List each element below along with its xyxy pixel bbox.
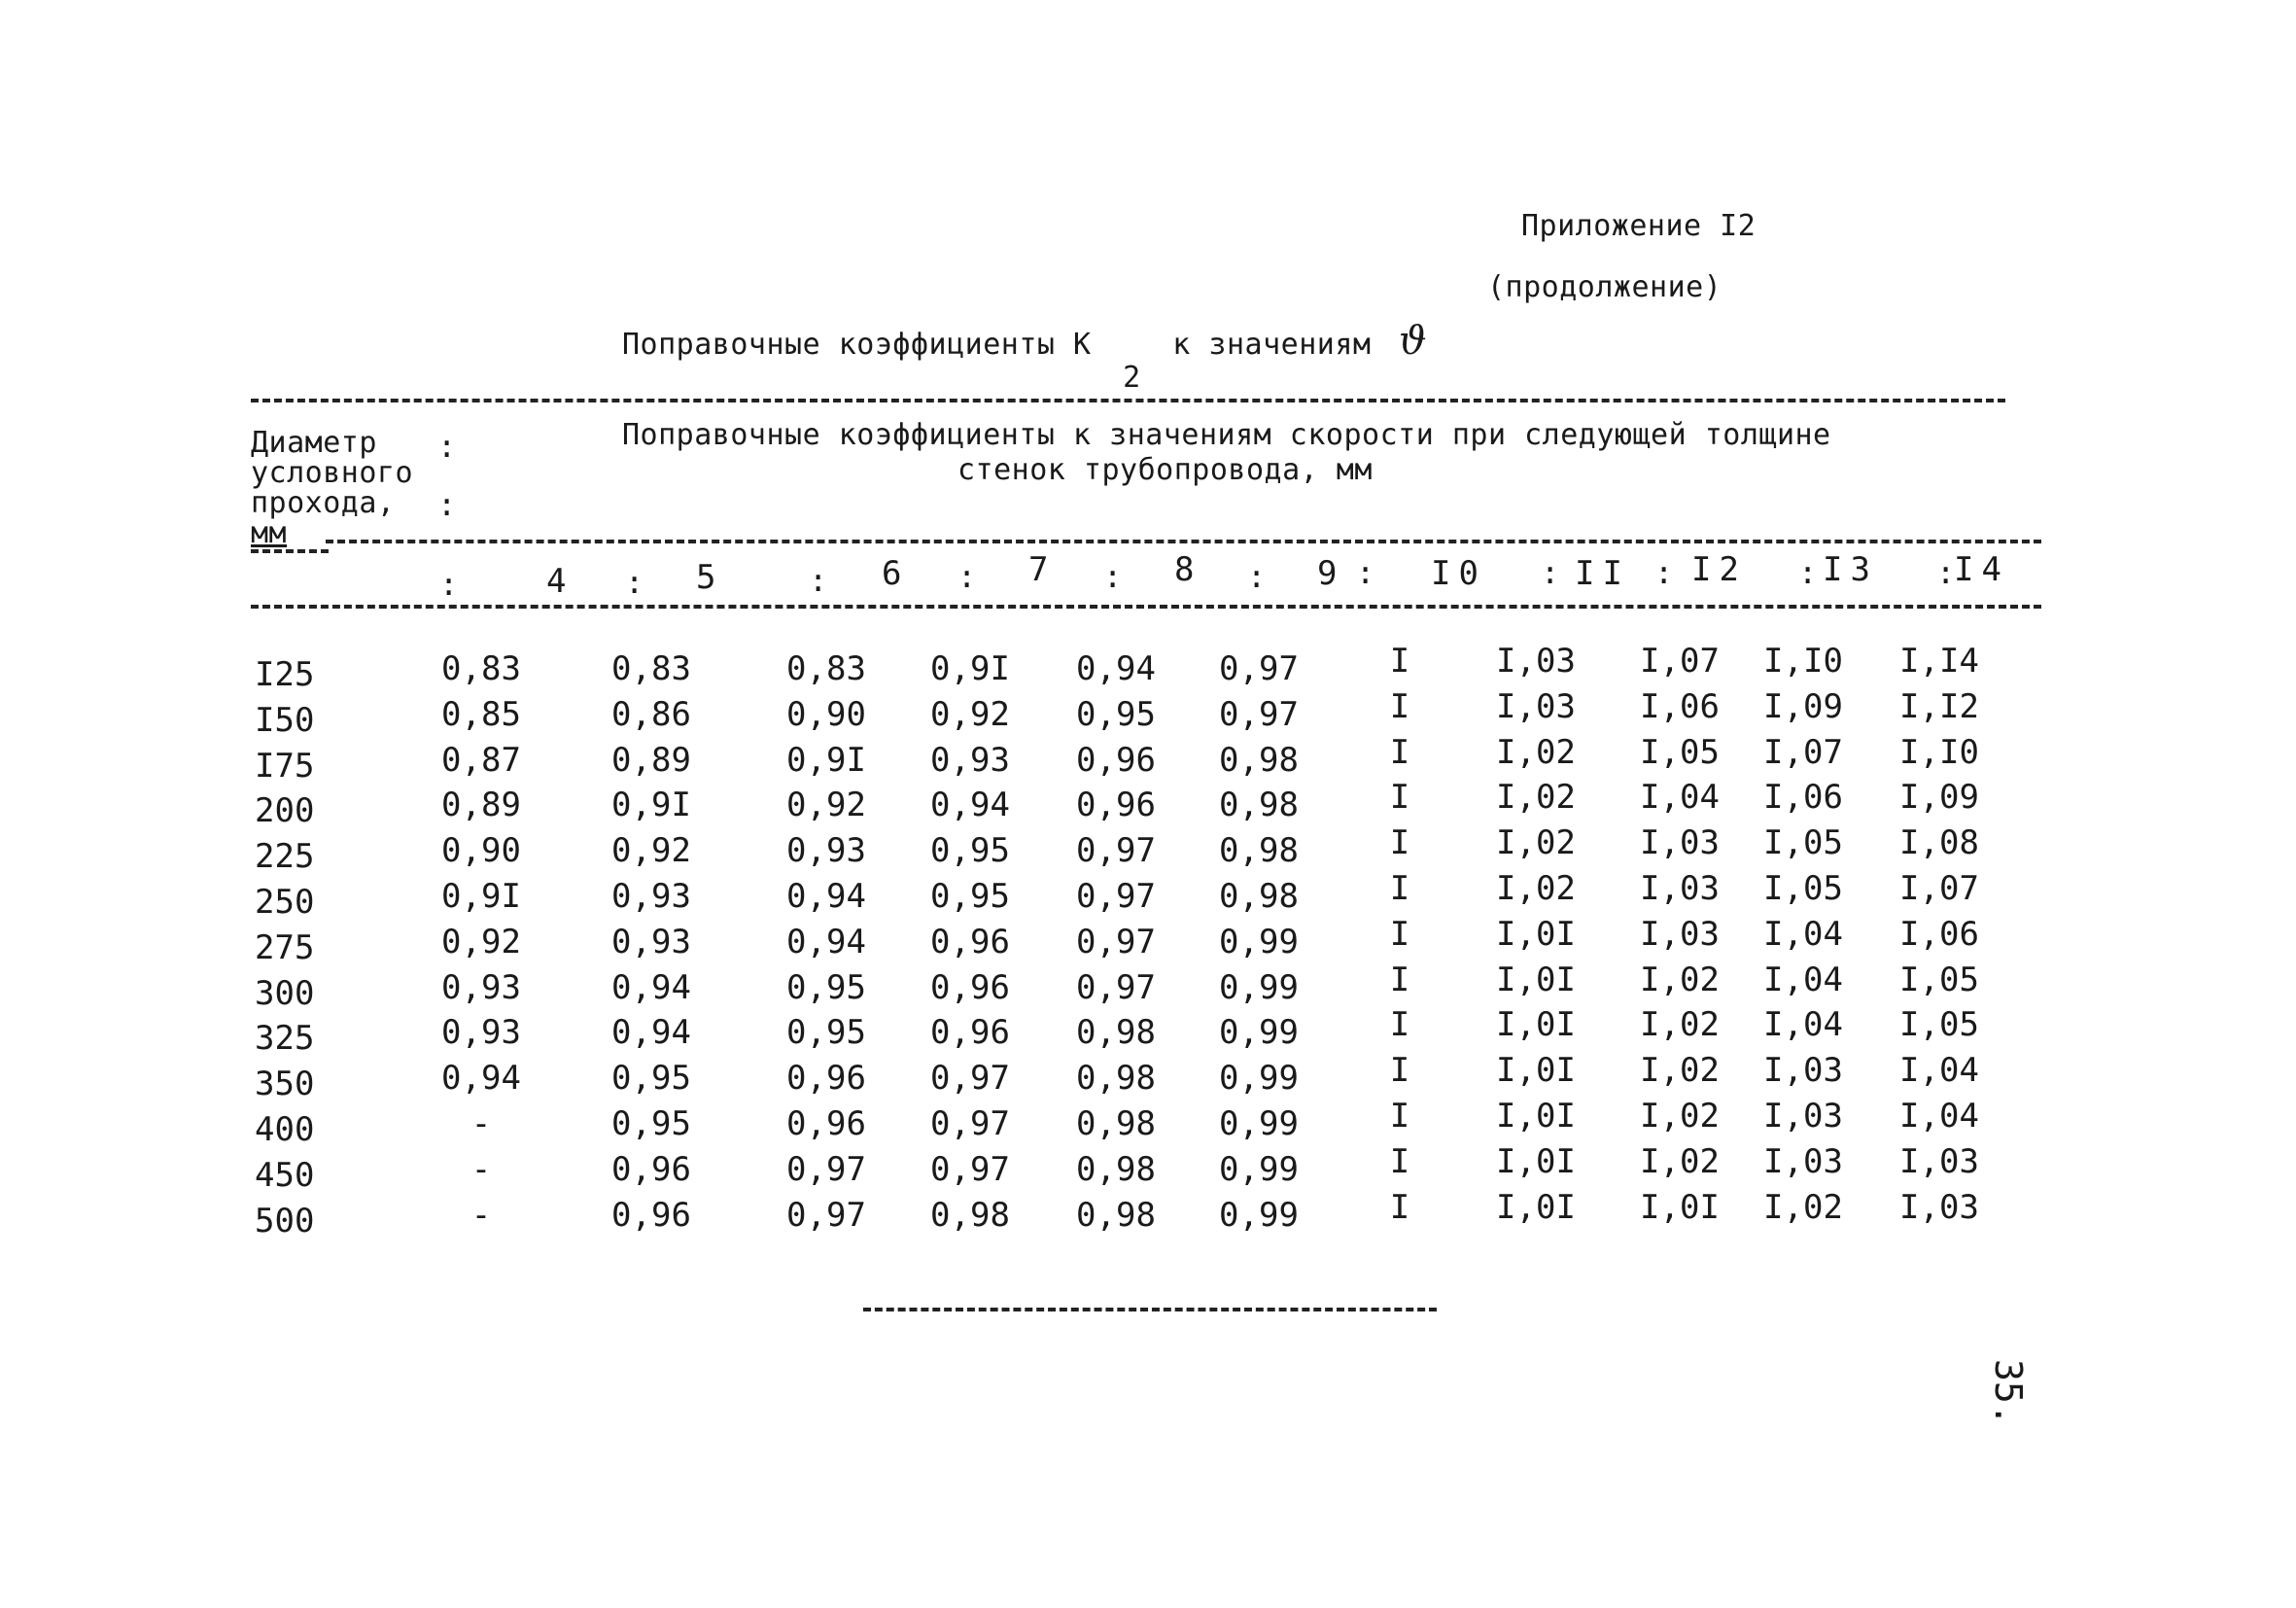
table-cell: I,03 (1899, 1188, 1979, 1227)
table-cell: 0,90 (786, 695, 866, 734)
table-cell: 0,98 (1076, 1013, 1156, 1052)
table-cell: 0,92 (930, 695, 1010, 734)
table-cell: 0,89 (441, 786, 521, 824)
column-separator: : (1103, 558, 1123, 595)
row-diameter: 350 (255, 1065, 315, 1103)
table-cell: I (1389, 1051, 1410, 1090)
table-cell: 0,89 (611, 741, 691, 780)
table-cell: 0,94 (786, 923, 866, 961)
table-cell: I,02 (1496, 778, 1576, 817)
column-separator: : (809, 562, 828, 599)
table-cell: 0,98 (1219, 877, 1299, 916)
table-cell: 0,96 (611, 1196, 691, 1235)
table-cell: I,0I (1496, 1097, 1576, 1136)
table-cell: I (1389, 1005, 1410, 1044)
table-cell: 0,96 (930, 923, 1010, 961)
table-cell: 0,93 (611, 923, 691, 961)
table-cell: 0,99 (1219, 1150, 1299, 1189)
table-cell: I,0I (1496, 1188, 1576, 1227)
table-cell: 0,95 (1076, 695, 1156, 734)
table-cell: 0,86 (611, 695, 691, 734)
column-header: 6 (882, 554, 902, 593)
table-cell: I (1389, 1188, 1410, 1227)
caption-subscript: 2 (1123, 361, 1141, 395)
table-cell: - (470, 1150, 492, 1189)
table-cell: 0,92 (611, 831, 691, 870)
table-cell: 0,83 (611, 649, 691, 688)
table-cell: 0,92 (786, 786, 866, 824)
table-cell: 0,99 (1219, 968, 1299, 1007)
table-cell: I,04 (1640, 778, 1720, 817)
table-cell: - (470, 1196, 492, 1235)
column-header: I4 (1954, 550, 2009, 589)
table-cell: 0,9I (441, 877, 521, 916)
table-cell: 0,95 (611, 1104, 691, 1143)
table-cell: 0,93 (441, 1013, 521, 1052)
table-cell: I,02 (1496, 869, 1576, 908)
table-cell: I,05 (1763, 869, 1843, 908)
column-separator: : (625, 564, 644, 601)
table-cell: I,02 (1496, 733, 1576, 772)
table-cell: 0,96 (786, 1104, 866, 1143)
table-cell: 0,97 (1076, 968, 1156, 1007)
table-cell: 0,97 (786, 1150, 866, 1189)
row-diameter: I50 (255, 701, 315, 740)
table-cell: 0,99 (1219, 923, 1299, 961)
table-cell: I,0I (1640, 1188, 1720, 1227)
table-cell: 0,96 (930, 968, 1010, 1007)
table-cell: 0,95 (930, 831, 1010, 870)
table-cell: - (470, 1104, 492, 1143)
table-caption (622, 319, 1428, 395)
table-cell: I,09 (1899, 778, 1979, 817)
column-separator: : (439, 566, 459, 603)
table-cell: I (1389, 961, 1410, 999)
row-diameter: 275 (255, 928, 315, 967)
table-cell: I (1389, 823, 1410, 862)
table-cell: 0,97 (786, 1196, 866, 1235)
table-cell: I (1389, 733, 1410, 772)
table-cell: I,02 (1640, 1142, 1720, 1181)
table-cell: 0,95 (930, 877, 1010, 916)
caption-symbol: ϑ (1399, 319, 1428, 364)
row-diameter: I75 (255, 747, 315, 786)
caption-prefix: Поправочные коэффициенты К (622, 328, 1092, 362)
table-cell: 0,95 (611, 1059, 691, 1098)
group-header-line-1: Поправочные коэффициенты к значениям скорости при следующей толщине (622, 418, 1831, 452)
table-end-rule (863, 1308, 1437, 1311)
table-cell: I (1389, 642, 1410, 681)
column-separator: : (1541, 554, 1560, 591)
table-cell: 0,94 (786, 877, 866, 916)
table-cell: 0,98 (1219, 831, 1299, 870)
table-cell: 0,98 (930, 1196, 1010, 1235)
table-cell: I,03 (1640, 823, 1720, 862)
table-cell: 0,98 (1076, 1104, 1156, 1143)
table-cell: I,06 (1899, 915, 1979, 954)
table-cell: I,0I (1496, 915, 1576, 954)
column-header: 5 (696, 558, 716, 597)
column-separator: : (957, 558, 977, 595)
group-header-line-2: стенок трубопровода, мм (957, 453, 1373, 487)
caption-suffix: к значениям (1172, 328, 1372, 362)
table-cell: 0,98 (1076, 1150, 1156, 1189)
table-cell: I,04 (1899, 1051, 1979, 1090)
table-cell: I (1389, 915, 1410, 954)
header-colon: : (437, 428, 457, 465)
table-cell: I (1389, 1097, 1410, 1136)
column-header: 7 (1028, 550, 1049, 589)
table-cell: 0,94 (441, 1059, 521, 1098)
table-cell: I,04 (1899, 1097, 1979, 1136)
column-separator: : (1356, 554, 1375, 591)
table-cell: I,02 (1640, 1005, 1720, 1044)
table-cell: I,05 (1899, 1005, 1979, 1044)
table-cell: I,I4 (1899, 642, 1979, 681)
table-cell: I (1389, 687, 1410, 726)
table-cell: 0,93 (786, 831, 866, 870)
table-cell: 0,97 (1076, 923, 1156, 961)
table-cell: 0,83 (786, 649, 866, 688)
table-cell: I,04 (1763, 915, 1843, 954)
table-cell: I,0I (1496, 1051, 1576, 1090)
row-diameter: 300 (255, 974, 315, 1013)
table-cell: 0,92 (441, 923, 521, 961)
table-cell: 0,99 (1219, 1104, 1299, 1143)
table-cell: I,02 (1763, 1188, 1843, 1227)
table-cell: I,05 (1763, 823, 1843, 862)
table-cell: 0,90 (441, 831, 521, 870)
table-cell: I,07 (1899, 869, 1979, 908)
table-cell: I,07 (1640, 642, 1720, 681)
table-cell: 0,97 (1219, 695, 1299, 734)
table-cell: I,04 (1763, 961, 1843, 999)
table-cell: I,05 (1640, 733, 1720, 772)
table-cell: I,08 (1899, 823, 1979, 862)
table-cell: 0,94 (611, 968, 691, 1007)
table-cell: 0,96 (1076, 741, 1156, 780)
table-cell: I,I0 (1763, 642, 1843, 681)
table-cell: 0,96 (611, 1150, 691, 1189)
table-cell: I (1389, 778, 1410, 817)
table-cell: 0,83 (441, 649, 521, 688)
column-separator: : (1247, 558, 1267, 595)
table-cell: I,03 (1640, 869, 1720, 908)
column-separator: : (1654, 554, 1674, 591)
column-header: 4 (546, 562, 567, 601)
table-cell: 0,99 (1219, 1196, 1299, 1235)
table-cell: I,04 (1763, 1005, 1843, 1044)
table-cell: 0,95 (786, 1013, 866, 1052)
table-cell: 0,95 (786, 968, 866, 1007)
column-header: I2 (1691, 550, 1747, 589)
column-header: I0 (1431, 554, 1486, 593)
table-cell: 0,93 (930, 741, 1010, 780)
table-cell: I,09 (1763, 687, 1843, 726)
row-diameter: 325 (255, 1019, 315, 1058)
page-number: 35. (1987, 1359, 2030, 1426)
table-cell: 0,98 (1219, 741, 1299, 780)
table-cell: I,02 (1640, 1097, 1720, 1136)
table-cell: I,I0 (1899, 733, 1979, 772)
table-cell: 0,96 (1076, 786, 1156, 824)
row-header-line-4: мм (251, 516, 288, 550)
table-cell: I,0I (1496, 961, 1576, 999)
row-diameter: 250 (255, 883, 315, 922)
table-cell: I,03 (1763, 1097, 1843, 1136)
table-cell: 0,87 (441, 741, 521, 780)
appendix-title: Приложение I2 (1521, 209, 1757, 243)
table-cell: 0,96 (930, 1013, 1010, 1052)
table-cell: I,02 (1640, 1051, 1720, 1090)
column-header: II (1575, 554, 1630, 593)
table-cell: 0,96 (786, 1059, 866, 1098)
table-cell: 0,97 (930, 1150, 1010, 1189)
table-cell: 0,98 (1219, 786, 1299, 824)
row-diameter: 450 (255, 1156, 315, 1195)
group-header-rule (326, 540, 2041, 543)
table-cell: 0,97 (930, 1059, 1010, 1098)
table-cell: 0,9I (611, 786, 691, 824)
column-header: I3 (1823, 550, 1878, 589)
table-cell: I (1389, 1142, 1410, 1181)
table-cell: I,03 (1496, 687, 1576, 726)
table-cell: I,03 (1763, 1051, 1843, 1090)
table-cell: 0,98 (1076, 1196, 1156, 1235)
row-header (251, 428, 413, 548)
row-header-line-2: условного (251, 456, 414, 490)
table-cell: 0,94 (1076, 649, 1156, 688)
table-cell: 0,85 (441, 695, 521, 734)
table-cell: I,03 (1640, 915, 1720, 954)
table-cell: I,03 (1763, 1142, 1843, 1181)
table-cell: 0,99 (1219, 1013, 1299, 1052)
table-cell: 0,97 (1076, 877, 1156, 916)
table-cell: I,03 (1496, 642, 1576, 681)
table-cell: I,06 (1640, 687, 1720, 726)
table-cell: 0,97 (930, 1104, 1010, 1143)
column-header: 8 (1174, 550, 1195, 589)
row-header-line-1: Диаметр (251, 426, 377, 460)
table-cell: I,I2 (1899, 687, 1979, 726)
appendix-continuation: (продолжение) (1487, 270, 1722, 304)
table-cell: 0,9I (786, 741, 866, 780)
row-diameter: I25 (255, 655, 315, 694)
table-cell: 0,97 (1219, 649, 1299, 688)
row-diameter: 500 (255, 1202, 315, 1241)
column-separator: : (1798, 554, 1818, 591)
table-cell: 0,97 (1076, 831, 1156, 870)
table-cell: 0,93 (611, 877, 691, 916)
table-cell: 0,9I (930, 649, 1010, 688)
table-cell: 0,99 (1219, 1059, 1299, 1098)
column-separator: : (1936, 554, 1956, 591)
row-diameter: 200 (255, 791, 315, 830)
table-cell: I,02 (1496, 823, 1576, 862)
header-bottom-rule (251, 605, 2041, 609)
row-header-line-3: прохода, (251, 486, 396, 520)
row-diameter: 225 (255, 837, 315, 876)
table-cell: I,0I (1496, 1005, 1576, 1044)
table-cell: I,07 (1763, 733, 1843, 772)
table-cell: I,05 (1899, 961, 1979, 999)
header-colon: : (437, 486, 457, 523)
table-cell: I,02 (1640, 961, 1720, 999)
table-cell: I,06 (1763, 778, 1843, 817)
column-header: 9 (1317, 554, 1338, 593)
table-cell: 0,94 (611, 1013, 691, 1052)
table-cell: I,0I (1496, 1142, 1576, 1181)
table-cell: 0,94 (930, 786, 1010, 824)
table-cell: I,03 (1899, 1142, 1979, 1181)
row-diameter: 400 (255, 1110, 315, 1149)
table-top-rule (251, 399, 2005, 402)
table-cell: 0,93 (441, 968, 521, 1007)
table-cell: I (1389, 869, 1410, 908)
table-cell: 0,98 (1076, 1059, 1156, 1098)
